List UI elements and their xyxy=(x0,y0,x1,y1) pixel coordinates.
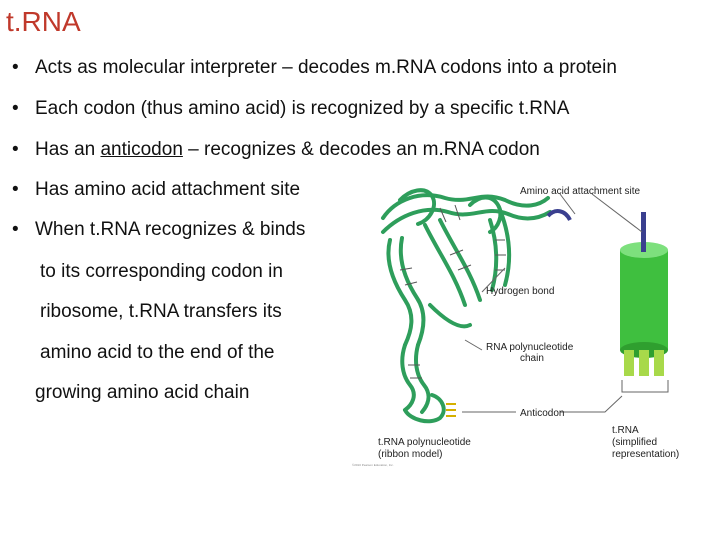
bullet-continuation: to its corresponding codon in xyxy=(40,261,283,282)
bullet-text: When t.RNA recognizes & binds xyxy=(35,219,306,240)
label-simplified-1: t.RNA xyxy=(612,425,639,436)
amino-acid-attachment-hook xyxy=(548,211,570,220)
anticodon-term: anticodon xyxy=(100,139,183,160)
bullet-dot: • xyxy=(12,57,19,78)
bullet-dot: • xyxy=(12,98,19,119)
label-ribbon-1: t.RNA polynucleotide xyxy=(378,437,471,448)
label-hydrogen-bond: Hydrogen bond xyxy=(486,286,555,297)
bullet-continuation: amino acid to the end of the xyxy=(40,342,275,363)
copyright-note: ©2010 Pearson Education, Inc. xyxy=(352,463,394,467)
anticodon-bases xyxy=(446,404,456,416)
bullet-continuation: ribosome, t.RNA transfers its xyxy=(40,301,282,322)
label-rna-chain-1: RNA polynucleotide xyxy=(486,342,574,353)
label-rna-chain-2: chain xyxy=(520,353,544,364)
bullet-text-post: – recognizes & decodes an m.RNA codon xyxy=(182,139,540,160)
bullet-text: Each codon (thus amino acid) is recognized by a specific t.RNA xyxy=(35,98,570,119)
bullet-dot: • xyxy=(12,139,19,160)
trna-ribbon-model xyxy=(383,190,550,421)
label-simplified-3: representation) xyxy=(612,449,680,460)
slide-title: t.RNA xyxy=(6,6,81,37)
bullet-text-pre: Has an xyxy=(35,139,101,160)
bullet-text: Acts as molecular interpreter – decodes m.RNA codons into a protein xyxy=(35,57,617,78)
bullet-text: Has amino acid attachment site xyxy=(35,179,301,200)
label-simplified-2: (simplified xyxy=(612,437,658,448)
label-anticodon: Anticodon xyxy=(520,408,565,419)
label-attachment-site: Amino acid attachment site xyxy=(520,186,641,197)
bullet-dot: • xyxy=(12,219,19,240)
bullet-continuation: growing amino acid chain xyxy=(35,382,250,403)
bullet-dot: • xyxy=(12,179,19,200)
trna-simplified-cylinder xyxy=(620,212,668,376)
label-ribbon-2: (ribbon model) xyxy=(378,449,443,460)
